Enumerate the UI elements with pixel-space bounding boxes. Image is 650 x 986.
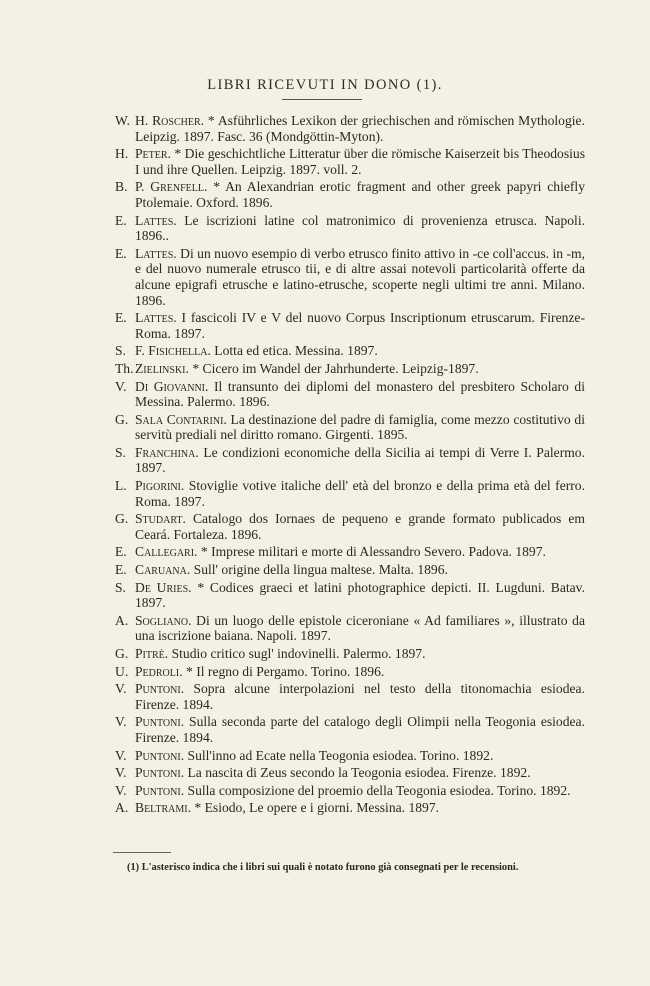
- entry-body: [135, 310, 585, 341]
- author-initial: V.: [115, 765, 127, 781]
- entry-body: [135, 681, 585, 712]
- author-initial: S.: [115, 343, 126, 359]
- entry-body: [135, 445, 585, 476]
- entry-title: Stoviglie votive italiche dell' età del bronzo e della prima età del ferro. Roma. 1897.: [135, 478, 585, 509]
- author-name: Zielinski.: [135, 360, 189, 376]
- author-initial: V.: [115, 782, 127, 798]
- entry-title: La nascita di Zeus secondo la Teogonia esiodea. Firenze. 1892.: [184, 765, 531, 781]
- entry-title: Sull'inno ad Ecate nella Teogonia esiodea. Torino. 1892.: [184, 747, 494, 763]
- book-entry: [115, 310, 585, 341]
- entry-title: * Die geschichtliche Litteratur über die römische Kaiserzeit bis Theodosius I und ihre Quellen. Leipzig. 1897. voll. 2.: [135, 146, 585, 177]
- entry-body: [135, 179, 585, 210]
- entry-body: [135, 113, 585, 144]
- entry-title: * Cicero im Wandel der Jahrhunderte. Leipzig-1897.: [188, 360, 479, 376]
- author-name: Sogliano.: [135, 612, 192, 628]
- author-name: Di Giovanni.: [135, 378, 209, 394]
- author-name: F. Fisichella.: [135, 343, 211, 359]
- author-initial: U.: [115, 663, 129, 679]
- author-initial: W.: [115, 113, 130, 128]
- author-name: Caruana.: [135, 562, 191, 578]
- book-entry: [115, 412, 585, 443]
- author-name: H. Roscher.: [135, 113, 205, 128]
- author-name: Lattes.: [135, 212, 177, 228]
- entry-title: Il transunto dei diplomi del monastero del presbitero Scholaro di Messina. Palermo. 1896.: [135, 378, 585, 410]
- author-name: Lattes.: [135, 245, 177, 261]
- book-list: [115, 113, 585, 818]
- author-initial: H.: [115, 146, 129, 162]
- author-name: De Uries.: [135, 579, 192, 595]
- entry-title: Studio critico sugl' indovinelli. Palermo. 1897.: [168, 646, 426, 661]
- book-entry: [115, 800, 585, 816]
- entry-title: Sulla composizione del proemio della Teogonia esiodea. Torino. 1892.: [184, 782, 571, 798]
- entry-body: [135, 478, 585, 509]
- book-entry: [115, 765, 585, 781]
- entry-title: * Il regno di Pergamo. Torino. 1896.: [182, 663, 385, 679]
- entry-title: * An Alexandrian erotic fragment and other greek papyri chiefly Ptolemaie. Oxford. 1896.: [135, 179, 585, 210]
- author-initial: V.: [115, 378, 127, 394]
- author-name: Puntoni.: [135, 765, 185, 781]
- book-entry: [115, 113, 585, 144]
- author-initial: A.: [115, 612, 129, 628]
- entry-title: * Asführliches Lexikon der griechischen and römischen Mythologie. Leipzig. 1897. Fasc. 36 (Mondgöttin-Myton).: [135, 113, 585, 144]
- book-entry: [115, 562, 585, 578]
- author-initial: E.: [115, 310, 127, 326]
- author-initial: S.: [115, 579, 126, 595]
- entry-body: [135, 765, 585, 781]
- book-entry: [115, 146, 585, 177]
- author-initial: V.: [115, 714, 127, 730]
- author-name: Pigorini.: [135, 478, 185, 494]
- book-entry: [115, 511, 585, 542]
- entry-body: [135, 714, 585, 745]
- footnote: (1) L'asterisco indica che i libri sui quali è notato furono già consegnati per le recensioni.: [127, 862, 519, 873]
- entry-body: [135, 783, 585, 799]
- author-name: Callegari.: [135, 544, 198, 560]
- entry-body: [135, 246, 585, 308]
- book-entry: [115, 343, 585, 359]
- book-entry: [115, 748, 585, 764]
- author-name: Lattes.: [135, 310, 177, 326]
- author-name: Sala Contarini.: [135, 411, 227, 427]
- author-name: Puntoni.: [135, 714, 185, 730]
- entry-title: Sopra alcune interpolazioni nel testo della titonomachia esiodea. Firenze. 1894.: [135, 681, 585, 712]
- author-initial: S.: [115, 444, 126, 460]
- book-entry: [115, 379, 585, 410]
- entry-body: [135, 800, 585, 816]
- book-entry: [115, 246, 585, 308]
- author-name: Puntoni.: [135, 681, 185, 697]
- entry-body: [135, 562, 585, 578]
- title-rule: [282, 99, 362, 100]
- entry-title: * Codices graeci et latini photographice depicti. II. Lugduni. Batav. 1897.: [135, 579, 585, 611]
- entry-title: La destinazione del padre di famiglia, come mezzo costitutivo di servitù prediali nel diritto romano. Girgenti. 1895.: [135, 411, 585, 443]
- entry-title: Di un luogo delle epistole ciceroniane « Ad familiares », illustrato da una iscrizione baiana. Napoli. 1897.: [135, 612, 585, 644]
- author-initial: V.: [115, 681, 127, 697]
- entry-body: [135, 343, 585, 359]
- page-title: LIBRI RICEVUTI IN DONO (1).: [207, 77, 443, 93]
- entry-title: Sull' origine della lingua maltese. Malta. 1896.: [190, 562, 448, 578]
- author-initial: E.: [115, 544, 127, 560]
- entry-body: [135, 146, 585, 177]
- author-name: Pedroli.: [135, 663, 183, 679]
- entry-title: * Esiodo, Le opere e i giorni. Messina. 1897.: [191, 800, 440, 816]
- author-initial: L.: [115, 478, 127, 494]
- entry-title: * Imprese militari e morte di Alessandro Severo. Padova. 1897.: [197, 544, 546, 560]
- entry-title: Sulla seconda parte del catalogo degli Olimpii nella Teogonia esiodea. Firenze. 1894.: [135, 714, 585, 745]
- entry-body: [135, 664, 585, 680]
- author-name: Beltrami.: [135, 800, 191, 816]
- book-entry: [115, 544, 585, 560]
- author-initial: V.: [115, 747, 127, 763]
- author-initial: A.: [115, 800, 129, 816]
- entry-body: [135, 613, 585, 644]
- book-entry: [115, 580, 585, 611]
- book-entry: [115, 613, 585, 644]
- entry-body: [135, 361, 585, 377]
- entry-body: [135, 412, 585, 443]
- author-name: Puntoni.: [135, 782, 185, 798]
- author-name: Pitrè.: [135, 646, 169, 661]
- entry-body: [135, 580, 585, 611]
- author-name: Studart.: [135, 511, 186, 527]
- footnote-divider: [113, 852, 171, 853]
- entry-title: Catalogo dos Iornaes de pequeno e grande formato publicados em Ceará. Fortaleza. 1896.: [135, 511, 585, 542]
- book-entry: [115, 213, 585, 244]
- entry-title: Lotta ed etica. Messina. 1897.: [210, 343, 378, 359]
- book-entry: [115, 681, 585, 712]
- book-entry: [115, 361, 585, 377]
- entry-body: [135, 544, 585, 560]
- entry-title: I fascicoli IV e V del nuovo Corpus Inscriptionum etruscarum. Firenze-Roma. 1897.: [135, 310, 585, 341]
- author-name: Franchina.: [135, 444, 199, 460]
- book-entry: [115, 478, 585, 509]
- author-name: Puntoni.: [135, 747, 185, 763]
- entry-body: [135, 213, 585, 244]
- author-initial: E.: [115, 562, 127, 578]
- author-initial: G.: [115, 646, 129, 661]
- book-entry: [115, 714, 585, 745]
- author-initial: E.: [115, 245, 127, 261]
- entry-title: Le iscrizioni latine col matronimico di provenienza etrusca. Napoli. 1896..: [135, 212, 585, 244]
- author-initial: G.: [115, 411, 129, 427]
- author-name: P. Grenfell.: [135, 179, 208, 195]
- book-entry: [115, 179, 585, 210]
- author-initial: E.: [115, 212, 127, 228]
- book-entry: [115, 445, 585, 476]
- entry-title: Di un nuovo esempio di verbo etrusco finito attivo in -ce coll'accus. in -m, e del nuovo numerale etrusco tii, e di altre assai notevoli particolarità offerte da alcune epigrafi etrusche e latino-etrusche, scoperte negli ultimi tre anni. Milano. 1896.: [135, 245, 585, 308]
- book-entry: [115, 783, 585, 799]
- entry-body: [135, 748, 585, 764]
- entry-body: [135, 646, 585, 662]
- author-initial: B.: [115, 179, 128, 195]
- entry-title: Le condizioni economiche della Sicilia ai tempi di Verre I. Palermo. 1897.: [135, 444, 585, 476]
- author-initial: Th.: [115, 360, 134, 376]
- book-entry: [115, 664, 585, 680]
- entry-body: [135, 379, 585, 410]
- book-entry: [115, 646, 585, 662]
- author-name: Peter.: [135, 146, 171, 162]
- author-initial: G.: [115, 511, 129, 527]
- entry-body: [135, 511, 585, 542]
